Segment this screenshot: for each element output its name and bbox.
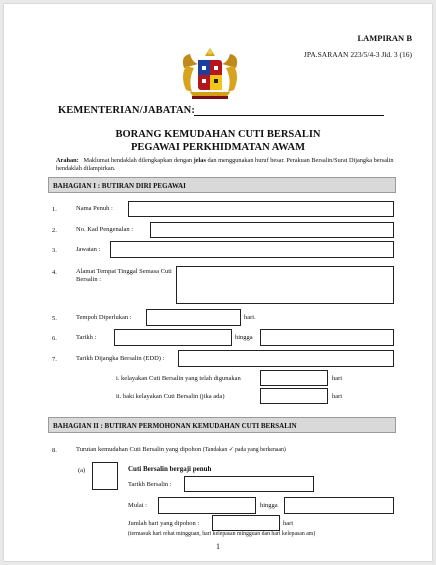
instructions-label: Arahan: [56,157,79,164]
leave-order-label [76,446,286,454]
instructions [56,157,396,173]
duration-input[interactable] [146,309,241,326]
leave-balance-input[interactable] [260,388,328,404]
leave-order-hint: (Tandakan ✓ pada yang berkenaan) [202,447,286,453]
field-number: 2. [52,227,57,234]
field-number: 5. [52,315,57,322]
field-number: 4. [52,269,57,276]
date-from-input[interactable] [114,329,232,346]
birth-date-input[interactable] [184,476,314,492]
ic-number-label: No. Kad Pengenalan : [76,226,134,233]
leave-used-label: i. kelayakan Cuti Bersalin yang telah digunakan [116,375,241,382]
field-number: 6. [52,335,57,342]
instructions-text-pre: Maklumat hendaklah dilengkapkan dengan [83,157,194,164]
address-input[interactable] [176,266,394,304]
instructions-text-bold: jelas [193,157,206,164]
leave-balance-unit: hari [332,393,343,400]
leave-used-unit: hari [332,375,343,382]
edd-label: Tarikh Dijangka Bersalin (EDD) : [76,355,165,362]
total-days-unit: hari [283,520,294,527]
duration-label: Tempoh Diperlukan : [76,314,132,321]
leave-balance-label: ii. baki kelayakan Cuti Bersalin (jika ada) [116,393,225,400]
lampiran-label: LAMPIRAN B [357,33,412,43]
form-page [4,4,432,561]
ministry-field[interactable] [194,115,384,116]
coat-of-arms-icon [176,46,244,104]
form-title: BORANG KEMUDAHAN CUTI BERSALIN [115,129,321,140]
edd-input[interactable] [178,350,394,367]
date-to-input[interactable] [260,329,394,346]
form-subtitle: PEGAWAI PERKHIDMATAN AWAM [130,142,306,153]
field-number: 1. [52,206,57,213]
end-date-input[interactable] [284,497,394,514]
field-number: 8. [52,447,57,454]
section-2-header: BAHAGIAN II : BUTIRAN PERMOHONAN KEMUDAHAN CUTI BERSALIN [48,417,396,433]
address-label: Alamat Tempat Tinggal Semasa Cuti Bersalin : [76,268,172,283]
option-a-label: (a) [78,467,86,474]
section-1-header: BAHAGIAN I : BUTIRAN DIRI PEGAWAI [48,177,396,193]
date-until-label: hingga [235,334,253,341]
leave-order-text: Turutan kemudahan Cuti Bersalin yang dipohon [76,446,202,453]
position-label: Jawatan : [76,246,101,253]
page-number: 1 [216,542,220,551]
option-a-checkbox[interactable] [92,462,118,490]
total-days-note: (termasuk hari rehat mingguan, hari kelepasan mingguan dan hari kelepasan am) [128,531,316,537]
field-number: 3. [52,247,57,254]
full-name-input[interactable] [128,201,394,217]
start-date-input[interactable] [158,497,256,514]
full-pay-leave-title: Cuti Bersalin bergaji penuh [128,465,212,473]
end-date-label: hingga [260,502,278,509]
total-days-input[interactable] [212,515,280,531]
start-date-label: Mulai : [128,502,147,509]
ministry-label: KEMENTERIAN/JABATAN: [58,105,195,116]
field-number: 7. [52,356,57,363]
duration-unit: hari. [244,314,256,321]
date-label: Tarikh : [76,334,97,341]
full-name-label: Nama Penuh : [76,205,113,212]
total-days-label: Jumlah hari yang dipohon : [128,520,200,527]
reference-number: JPA.SARAAN 223/5/4-3 Jld. 3 (16) [303,50,412,59]
position-input[interactable] [110,241,394,258]
instructions-text-post: dan menggunakan huruf besar. Perakuan Bersalin/Surat Dijangka bersalin hendaklah dilampirkan. [56,157,394,172]
ic-number-input[interactable] [150,222,394,238]
leave-used-input[interactable] [260,370,328,386]
birth-date-label: Tarikh Bersalin : [128,481,172,488]
